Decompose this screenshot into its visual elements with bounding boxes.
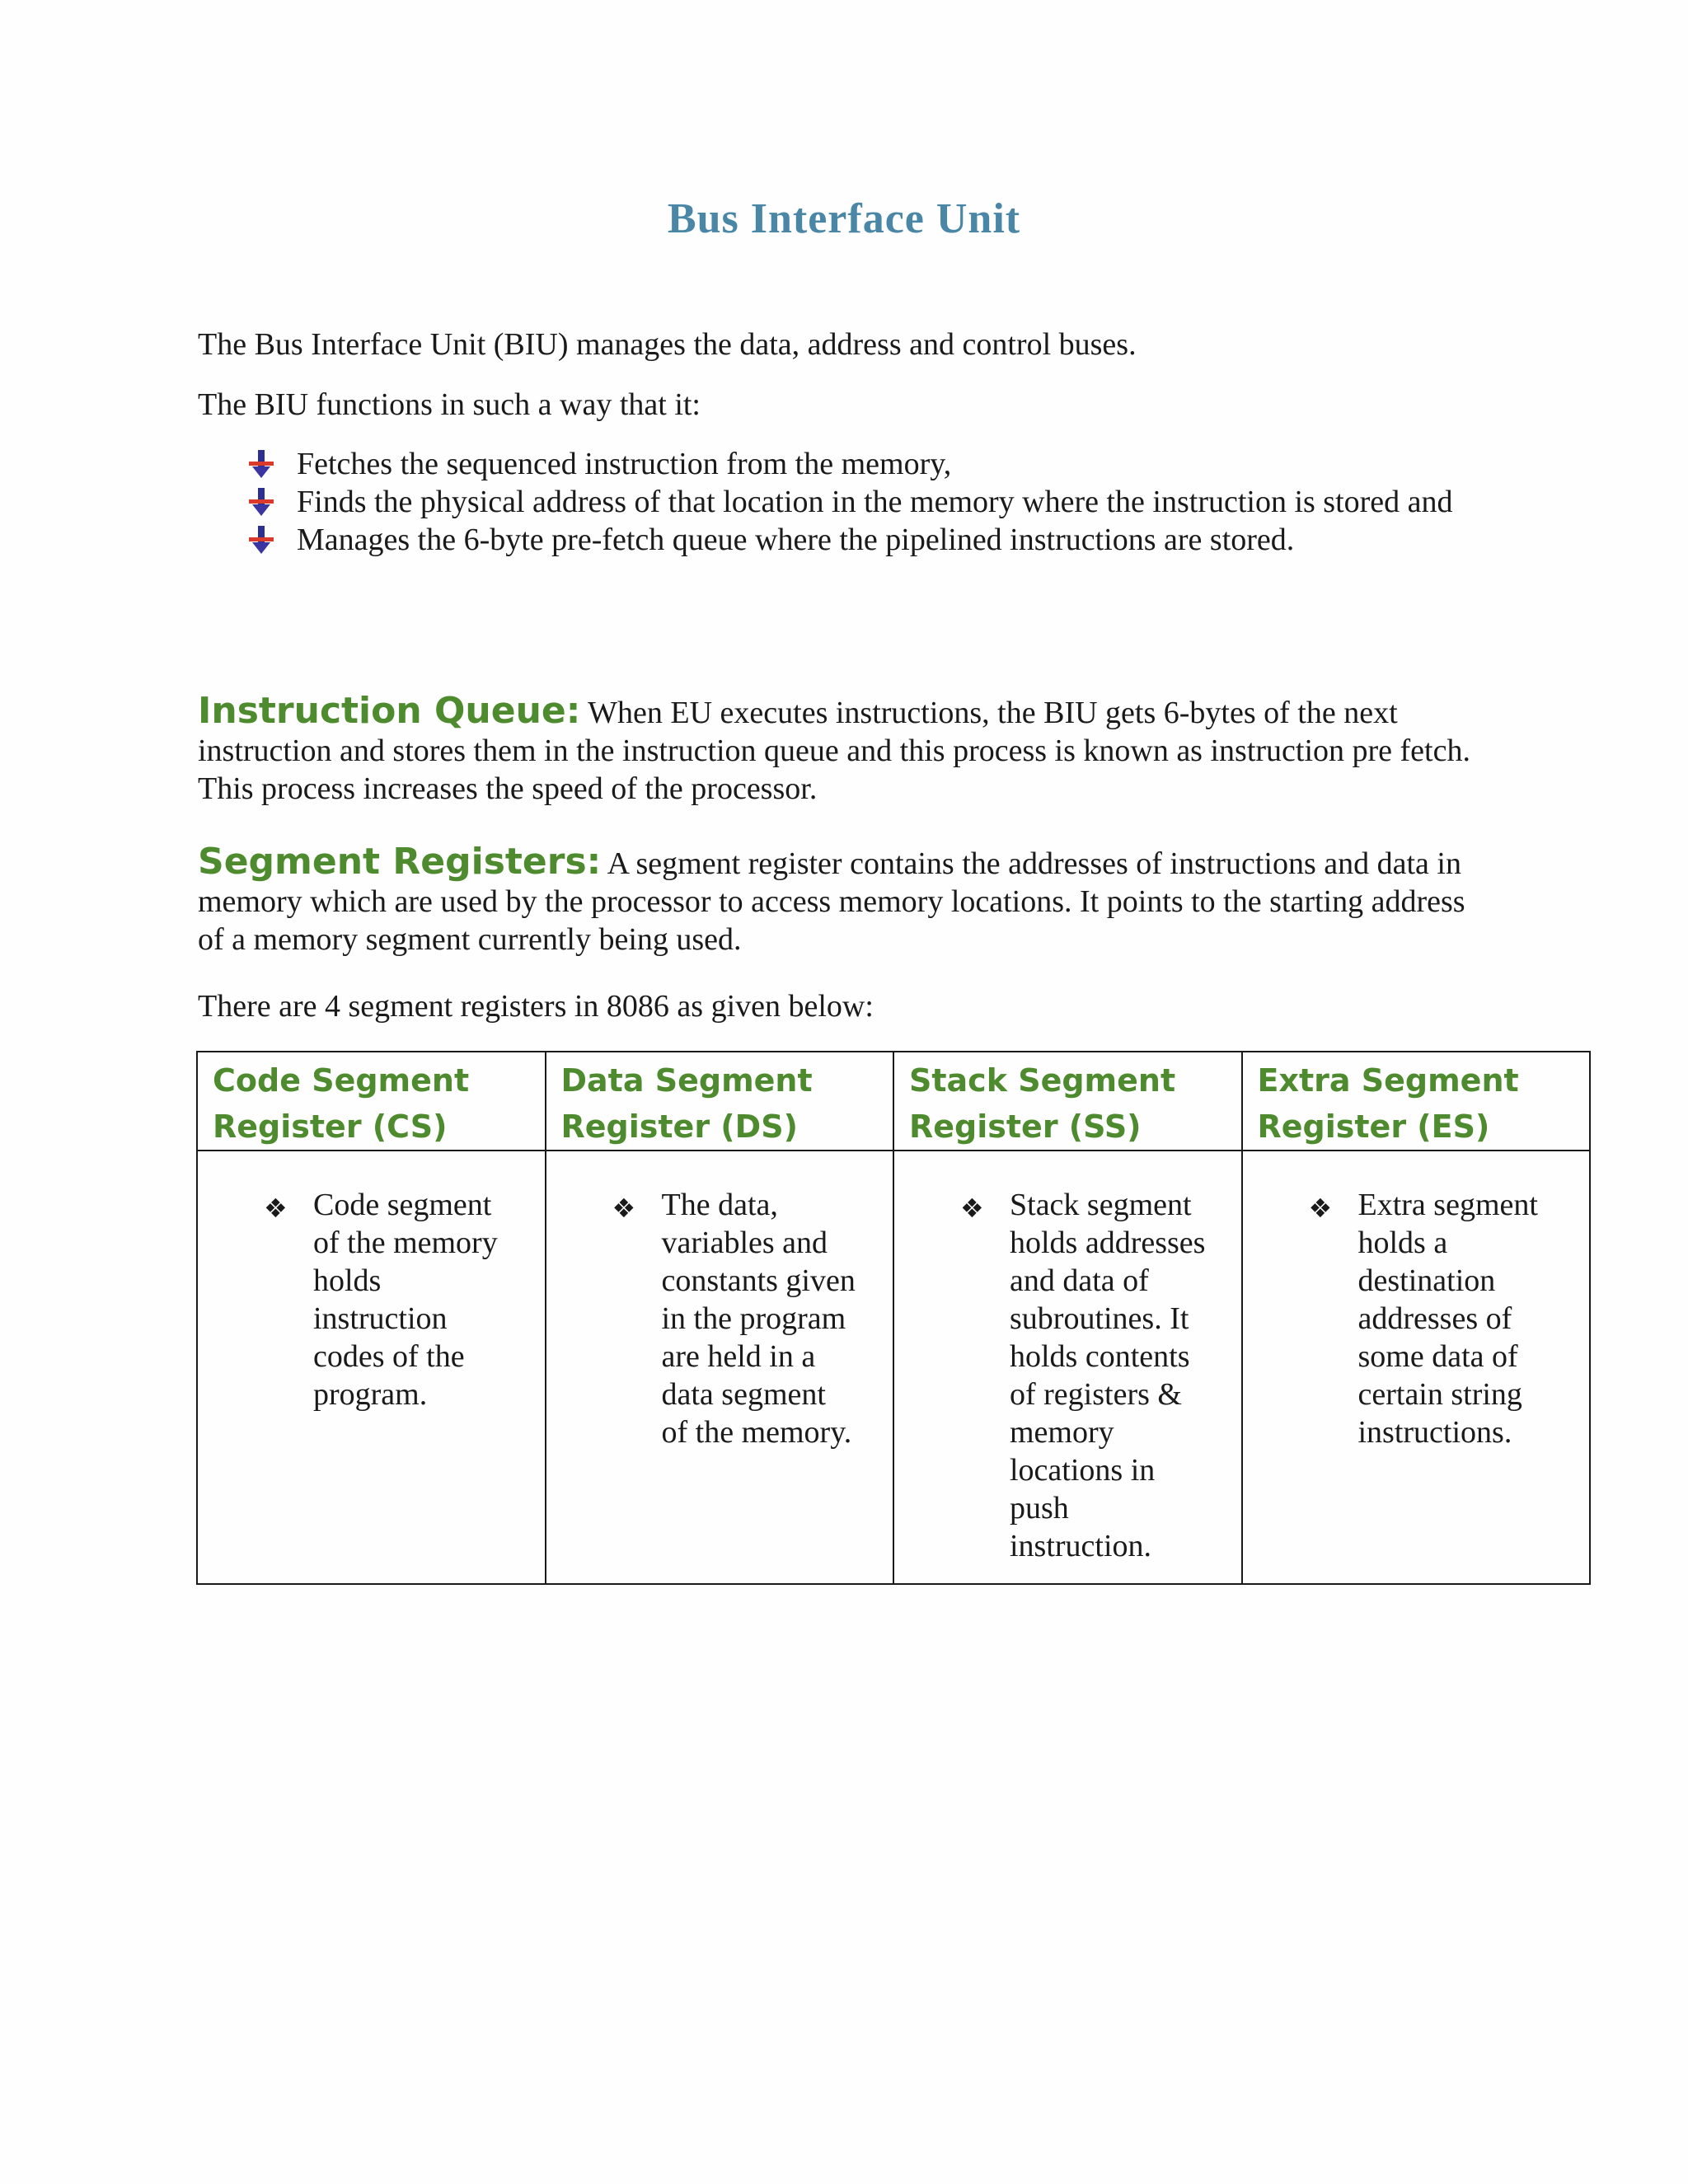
segment-registers-paragraph	[198, 843, 1484, 958]
intro-line-2: The BIU functions in such a way that it:	[198, 387, 701, 422]
cell-es	[1242, 1151, 1591, 1584]
arrow-down-icon	[247, 488, 275, 516]
segment-register-table	[196, 1051, 1591, 1585]
cell-bullet	[612, 1186, 860, 1451]
diamond-bullet-icon: ❖	[612, 1193, 636, 1224]
header-ss: Stack Segment Register (SS)	[893, 1052, 1242, 1151]
cell-bullet	[1309, 1186, 1556, 1451]
list-item-text: Manages the 6-byte pre-fetch queue where the pipelined instructions are stored.	[297, 523, 1295, 557]
cell-ss	[893, 1151, 1242, 1584]
list-item	[247, 521, 1467, 559]
diamond-bullet-icon: ❖	[264, 1193, 288, 1224]
table-row	[197, 1151, 1590, 1584]
cell-bullet	[960, 1186, 1207, 1565]
list-item	[247, 445, 1467, 483]
cell-text: Extra segment holds a destination addresses of some data of certain string instructions.	[1357, 1188, 1538, 1450]
biu-function-list	[247, 445, 1467, 559]
table-header-row	[197, 1052, 1590, 1151]
list-item	[247, 483, 1467, 521]
header-es: Extra Segment Register (ES)	[1242, 1052, 1591, 1151]
arrow-down-icon	[247, 526, 275, 554]
list-item-text: Fetches the sequenced instruction from the memory,	[297, 447, 952, 481]
arrow-down-icon	[247, 450, 275, 478]
instruction-queue-paragraph	[198, 692, 1484, 808]
table-intro: There are 4 segment registers in 8086 as given below:	[198, 989, 874, 1024]
cell-ds	[546, 1151, 894, 1584]
segment-registers-text: A segment register contains the addresses of instructions and data in memory which are used by the processor to access memory locations. It points to the starting address of a memory segment currently being used.	[198, 846, 1465, 957]
header-cs: Code Segment Register (CS)	[197, 1052, 546, 1151]
instruction-queue-text: When EU executes instructions, the BIU gets 6-bytes of the next instruction and stores them in the instruction queue and this process is known as instruction pre fetch. This process increases the speed of the processor.	[198, 696, 1470, 806]
diamond-bullet-icon: ❖	[1308, 1193, 1333, 1224]
cell-text: Code segment of the memory holds instruction codes of the program.	[313, 1188, 498, 1412]
cell-text: Stack segment holds addresses and data of subroutines. It holds contents of registers & memory locations in push instruction.	[1010, 1188, 1206, 1563]
cell-text: The data, variables and constants given in the program are held in a data segment of the memory.	[661, 1188, 856, 1450]
intro-line-1: The Bus Interface Unit (BIU) manages the data, address and control buses.	[198, 327, 1137, 362]
list-item-text: Finds the physical address of that location in the memory where the instruction is stored and	[297, 485, 1453, 519]
cell-bullet	[264, 1186, 511, 1413]
diamond-bullet-icon: ❖	[960, 1193, 984, 1224]
page-title: Bus Interface Unit	[667, 195, 1021, 242]
cell-cs	[197, 1151, 546, 1584]
segment-registers-heading: Segment Registers:	[198, 841, 602, 883]
instruction-queue-heading: Instruction Queue:	[198, 690, 581, 732]
header-ds: Data Segment Register (DS)	[546, 1052, 894, 1151]
